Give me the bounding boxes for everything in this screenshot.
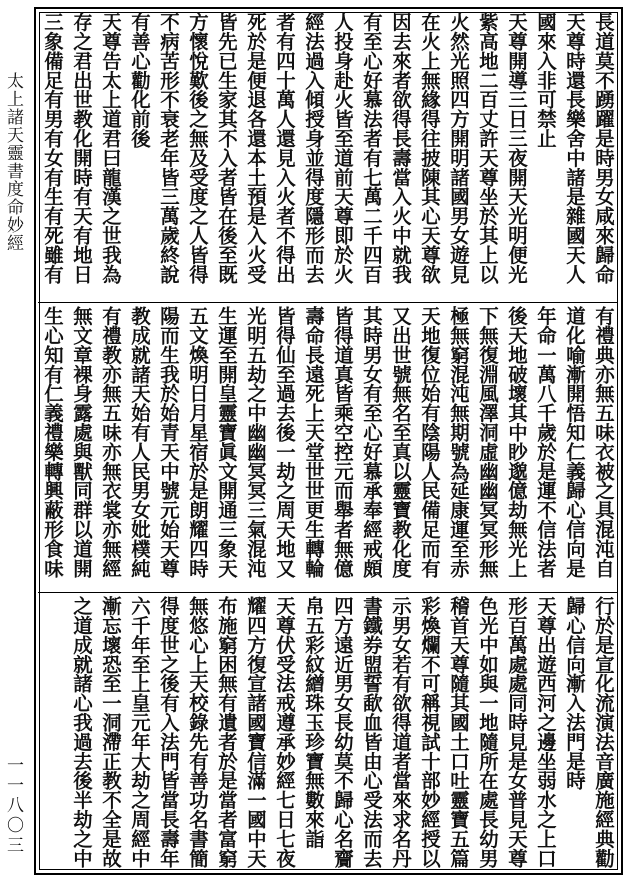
text-column: 稽首天尊隨其國土口吐靈寶五篇 [447,596,470,868]
text-column: 生運至開皇靈寶眞文開通三象天 [215,306,238,578]
text-column: 陽而生我於始青天中號元始天尊 [157,306,180,578]
text-column: 天地復位始有陰陽人民備足而有 [418,306,441,578]
text-column: 因去來者欲得長壽當入火中就我 [389,12,412,284]
text-column: 不病苦形不衰老年皆三萬歲終說 [157,12,180,284]
text-column: 者有四十萬人還見入火者不得出 [273,12,296,284]
text-column: 光明五劫之中幽幽冥冥三氣混沌 [244,306,267,578]
band-divider-1 [38,302,618,303]
text-column: 漸忘壞恐至一洞滯正教不全是故 [99,596,122,868]
text-column: 布施窮困無有遺者於是當者富窮 [215,596,238,868]
text-column: 天尊開導三日三夜開天光明便光 [505,12,528,284]
text-column: 有禮教亦無五味亦無衣裳亦無經 [99,306,122,578]
text-column: 有禮典亦無五味衣被之具混沌自 [592,306,615,578]
text-column: 生心知有仁義禮樂轉興蔽形食味 [41,306,64,578]
text-column: 國來入非可禁止 [534,12,557,148]
text-column: 無文章裸身露處與獸同群以道開 [70,306,93,578]
text-band-upper [38,12,618,300]
text-column: 彩煥爛不可稱視試十部妙經授以 [418,596,441,868]
text-band-middle [38,306,618,590]
text-column: 皆得仙至過去後一劫之周天地又 [273,306,296,578]
text-column: 示男女若有欲得道者當來求名丹 [389,596,412,868]
text-column: 色光中如與一地隨所在處長幼男 [476,596,499,868]
text-column: 形百萬處處同時見是女普見天尊 [505,596,528,868]
text-column: 有至心好慕法者有七萬二千四百 [360,12,383,284]
text-column: 天尊時還長樂舍中諸是雜國天人 [563,12,586,284]
text-column: 五文煥明日月星宿於是朗耀四時 [186,306,209,578]
text-column: 方懷悅歎後之無及受度之人皆得 [186,12,209,284]
text-column: 耀四方復宣諸國寶信滿一國中天 [244,596,267,868]
text-column: 極無窮混沌無期號為延康運至赤 [447,306,470,578]
text-column: 天尊告太上道君曰龍漢之世我為 [99,12,122,284]
text-column: 有善心勸化前後 [128,12,151,148]
text-column: 三象備足有男有女有生有死雖有 [41,12,64,284]
text-column: 人投身赴火皆至道前天尊即於火 [331,12,354,284]
text-column: 書鐵券盟誓歃血皆由心受法而去 [360,596,383,868]
text-column: 死於是便退各還本土預是入火受 [244,12,267,284]
text-band-lower [38,596,618,870]
text-column: 天尊伏受法戒遵承妙經七日七夜 [273,596,296,868]
text-column: 下無復淵風澤洞虛幽幽冥冥形無 [476,306,499,578]
text-column: 長道莫不踴躍是時男女咸來歸命 [592,12,615,284]
text-column: 得度世之後有入法門皆當長壽年 [157,596,180,868]
text-column: 行於是宣化流演法音廣施經典勸 [592,596,615,868]
text-column: 在火上無緣得往披陳其心天尊欲 [418,12,441,284]
text-column: 皆先已生家其不入者皆在後至既 [215,12,238,284]
text-column: 其時男女有至心好慕承奉經戒頗 [360,306,383,578]
text-column: 無悠心上天校錄先有善功名書簡 [186,596,209,868]
text-column: 四方遠近男女長幼莫不歸心名齎 [331,596,354,868]
text-column: 皆得道真皆乘空控元而舉者無億 [331,306,354,578]
text-column: 火然光照四方開明諸國男女遊見 [447,12,470,284]
text-column: 教成就諸天始有人民男女妣樸純 [128,306,151,578]
text-column: 六千年至上皇元年大劫之周經中 [128,596,151,868]
text-column: 存之君出世教化開時有天有地日 [70,12,93,284]
band-divider-2 [38,592,618,593]
text-column: 經法過入傾授身並得度隱形而去 [302,12,325,284]
text-column: 又出世號無名至真以靈寶教化度 [389,306,412,578]
text-column: 帛五彩紋繒珠玉珍寶無數來詣 [302,596,325,849]
text-column: 紫高地二百丈許天尊坐於其上以 [476,12,499,284]
text-column: 歸心信向漸入法門是時 [563,596,586,790]
text-column: 年命一萬八千歲於是運不信法者 [534,306,557,578]
margin-title: 太上諸天靈書度命妙經 [3,72,23,252]
text-column: 壽命長遠死上天堂世世更生轉輪 [302,306,325,578]
text-column: 之道成就諸心我過去後半劫之中 [70,596,93,868]
text-column: 後天地破壞其中眇邈億劫無光上 [505,306,528,578]
text-column: 天尊出遊西河之邊坐弱水之上口 [534,596,557,868]
text-column: 道化喻漸開悟知仁義歸心信向是 [563,306,586,578]
page-number: 一一八〇三 [3,756,23,856]
